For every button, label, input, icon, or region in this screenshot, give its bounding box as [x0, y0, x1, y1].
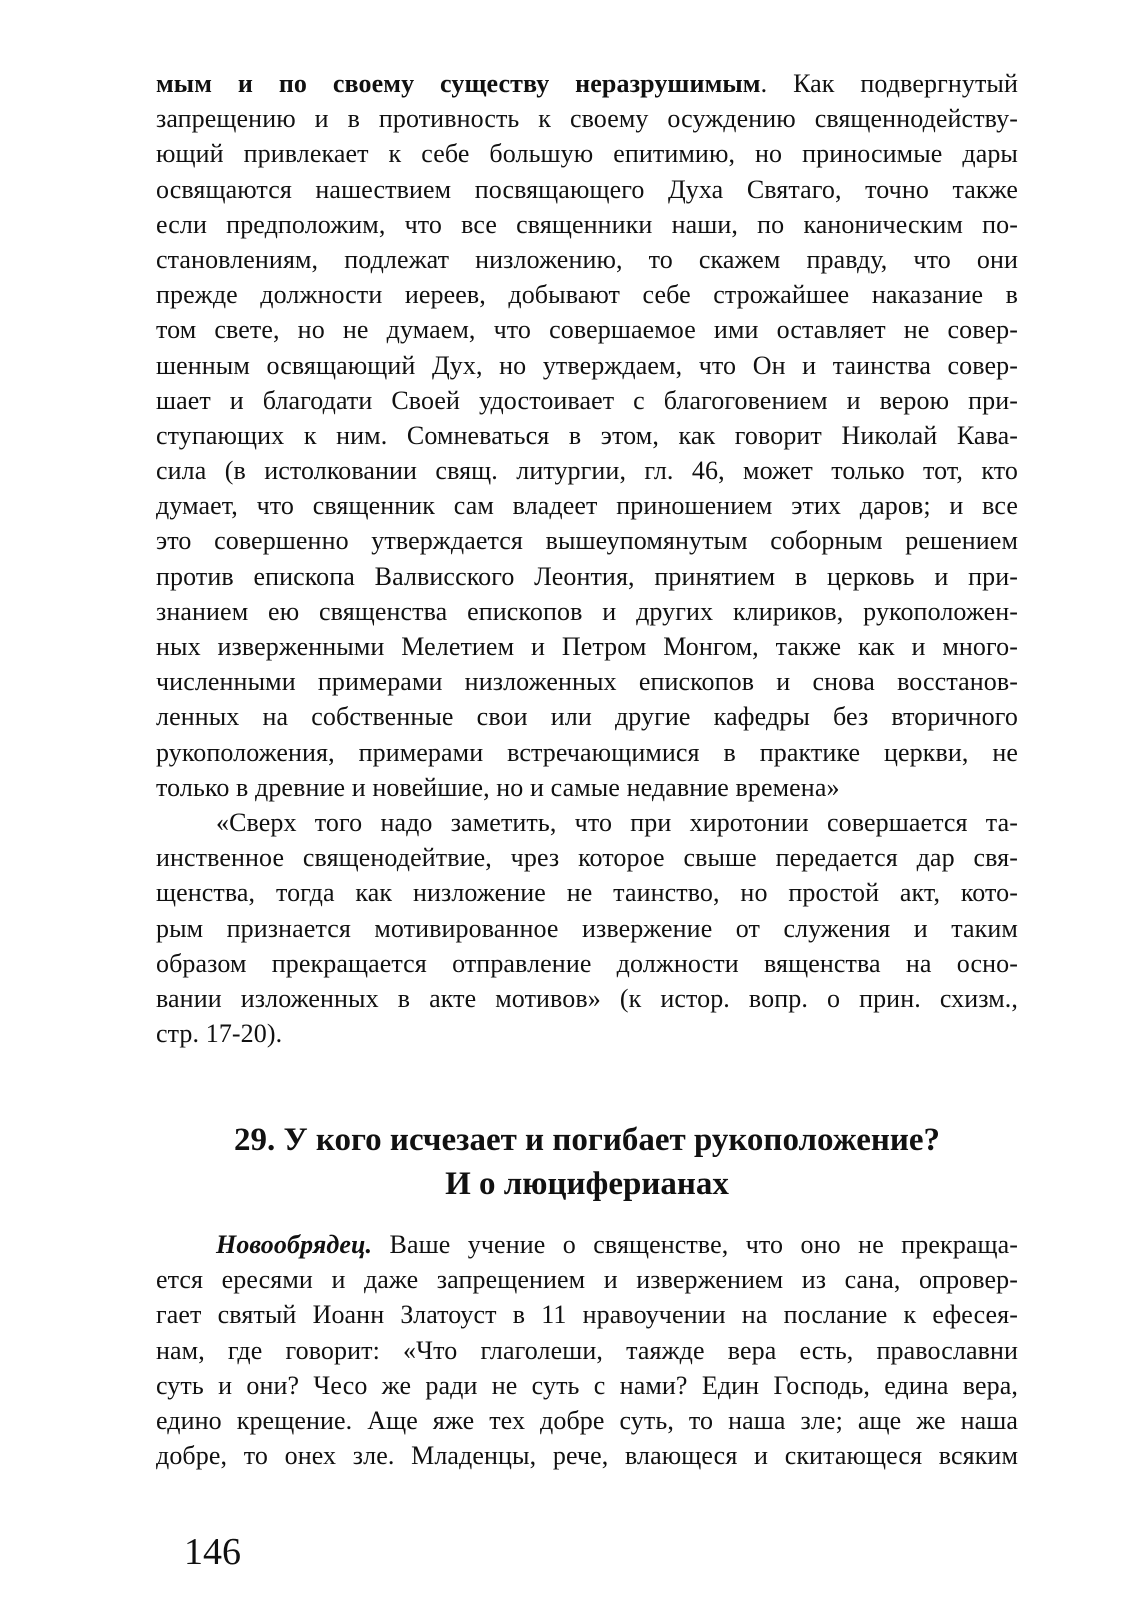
main-text-block	[156, 66, 1018, 1051]
text-line: инственное священодейтвие, чрез которое свыше передается дар свя-	[156, 843, 1018, 873]
text-line: добре, то онех зле. Младенцы, рече, влающеся и скитающеся всяким	[156, 1441, 1018, 1471]
heading-line: 29. У кого исчезает и погибает рукоположение?	[233, 1122, 941, 1158]
text-line: рым признается мотивированное извержение от служения и таким	[156, 913, 1018, 943]
text-line: ющий привлекает к себе большую епитимию, но приносимые дары	[156, 139, 1018, 169]
text-line: ется ересями и даже запрещением и извержением из сана, опровер-	[156, 1265, 1018, 1295]
text-line: шенным освящающий Дух, но утверждаем, что Он и таинства совер-	[156, 350, 1018, 380]
text-line: рукоположения, примерами встречающимися в практике церкви, не	[156, 737, 1018, 767]
text-line: запрещению и в противность к своему осуждению священнодейству-	[156, 104, 1018, 134]
speaker-label: Новообрядец.	[216, 1230, 373, 1259]
bold-phrase: мым и по своему существу неразрушимым	[156, 69, 761, 98]
text-line: сила (в истолковании свящ. литургии, гл. 46, может только тот, кто	[156, 456, 1018, 486]
text-line: суть и они? Чесо же ради не суть с нами? Един Господь, едина вера,	[156, 1370, 1018, 1400]
text-line: только в древние и новейшие, но и самые недавние времена»	[156, 772, 840, 802]
page-number: 146	[184, 1531, 241, 1573]
text-line: против епископа Валвисского Леонтия, принятием в церковь и при-	[156, 561, 1018, 591]
text-line: становлениям, подлежат низложению, то скажем правду, что они	[156, 244, 1018, 274]
text-line	[156, 1227, 1018, 1262]
text-line: ных изверженными Мелетием и Петром Монгом, также как и много-	[156, 632, 1018, 661]
text-line: вании изложенных в акте мотивов» (к истор. вопр. о прин. схизм.,	[156, 983, 1018, 1013]
text-line: едино крещение. Аще яже тех добре суть, то наша зле; аще же наша	[156, 1405, 1018, 1435]
line-text: Ваше учение о священстве, что оно не прекраща-	[372, 1230, 1018, 1259]
text-line: прежде должности иереев, добывают себе строжайшее наказание в	[156, 280, 1018, 310]
text-line: если предположим, что все священники наши, по каноническим по-	[156, 209, 1018, 239]
text-line: «Сверх того надо заметить, что при хиротонии совершается та-	[216, 807, 1018, 837]
text-line: это совершенно утверждается вышеупомянутым соборным решением	[156, 526, 1018, 556]
text-line: ленных на собственные свои или другие кафедры без вторичного	[156, 702, 1018, 732]
section-text-block	[156, 1227, 1018, 1473]
text-line: численными примерами низложенных епископов и снова восстанов-	[156, 667, 1018, 697]
text-line: щенства, тогда как низложение не таинство, но простой акт, кото-	[156, 878, 1018, 908]
heading-line: И о люциферианах	[445, 1166, 729, 1202]
section-heading	[156, 1118, 1018, 1206]
text-line: знанием ею священства епископов и других клириков, рукоположен-	[156, 596, 1018, 626]
text-line: образом прекращается отправление должности вященства на осно-	[156, 948, 1018, 978]
text-line: шает и благодати Своей удостоивает с благоговением и верою при-	[156, 385, 1018, 415]
text-line: стр. 17-20).	[156, 1019, 283, 1049]
line-text: . Как подвергнутый	[760, 69, 1018, 98]
text-line: том свете, но не думаем, что совершаемое ими оставляет не совер-	[156, 315, 1018, 345]
text-line: освящаются нашествием посвящающего Духа Святаго, точно также	[156, 174, 1018, 204]
text-line: гает святый Иоанн Златоуст в 11 нравоучении на послание к ефесея-	[156, 1300, 1018, 1330]
text-line: думает, что священник сам владеет приношением этих даров; и все	[156, 491, 1018, 521]
text-line	[156, 66, 1018, 101]
text-line: ступающих к ним. Сомневаться в этом, как говорит Николай Кава-	[156, 420, 1018, 450]
text-line: нам, где говорит: «Что глаголеши, таяжде вера есть, православни	[156, 1335, 1018, 1365]
